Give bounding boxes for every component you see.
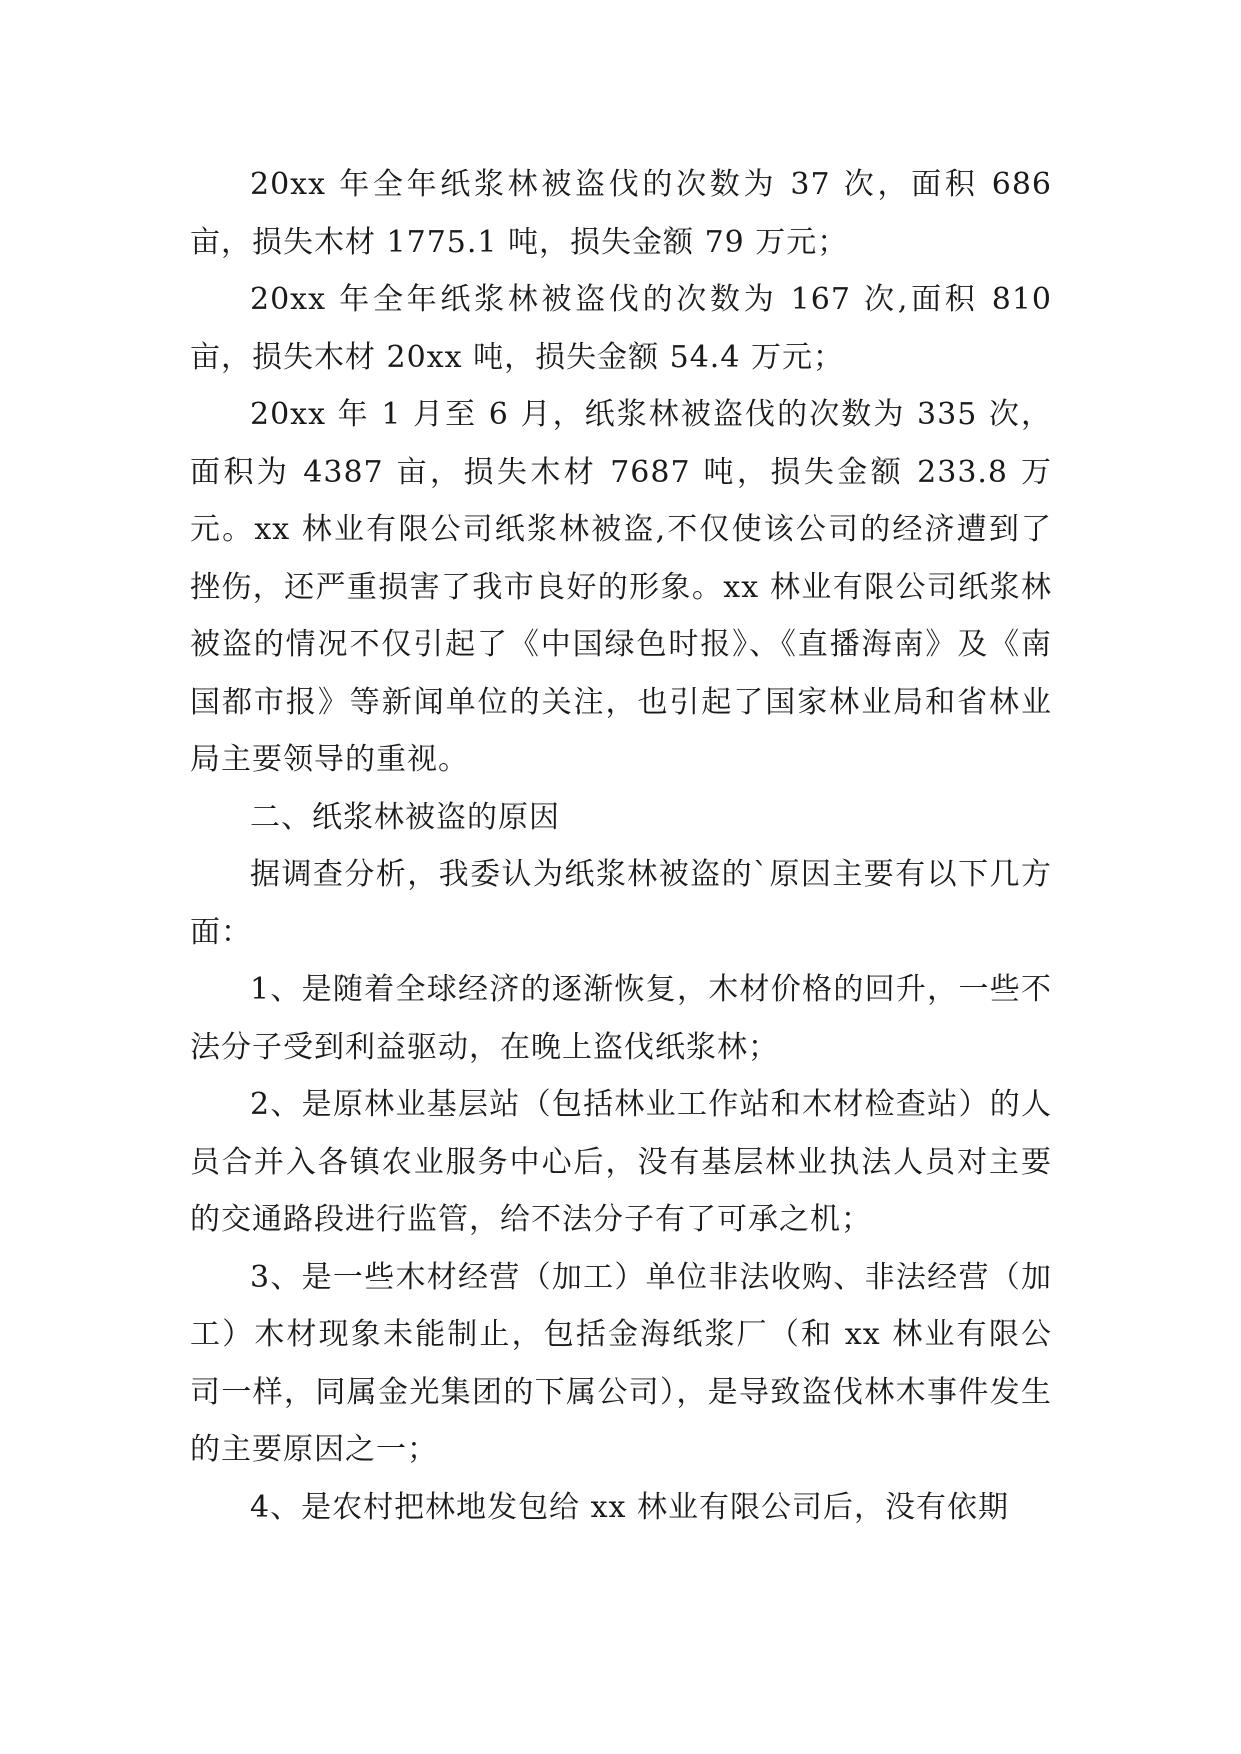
document-page (190, 156, 1052, 1536)
section-heading-causes: 二、纸浆林被盗的原因 (250, 799, 560, 835)
list-item-cause-4: 4、是农村把林地发包给 xx 林业有限公司后，没有依期 (250, 1489, 1009, 1525)
list-item-cause-2: 2、是原林业基层站（包括林业工作站和木材检查站）的人员合并入各镇农业服务中心后，没有基层林业执法人员对主要的交通路段进行监管，给不法分子有了可承之机； (190, 1087, 1052, 1237)
paragraph-2012-stats: 20xx 年全年纸浆林被盗伐的次数为 167 次,面积 810 亩，损失木材 20xx 吨，损失金额 54.4 万元； (190, 282, 1052, 375)
paragraph-analysis-intro: 据调查分析，我委认为纸浆林被盗的`原因主要有以下几方面： (190, 857, 1052, 950)
paragraph-2013-stats: 20xx 年 1 月至 6 月，纸浆林被盗伐的次数为 335 次，面积为 4387 亩，损失木材 7687 吨，损失金额 233.8 万元。xx 林业有限公司纸浆林被盗,不仅使该公司的经济遭到了挫伤，还严重损害了我市良好的形象。xx 林业有限公司纸浆林被盗的情况不仅引起了《中国绿色时报》、《直播海南》及《南国都市报》等新闻单位的关注，也引起了国家林业局和省林业局主要领导的重视。 (190, 397, 1052, 777)
list-item-cause-1: 1、是随着全球经济的逐渐恢复，木材价格的回升，一些不法分子受到利益驱动，在晚上盗伐纸浆林； (190, 972, 1052, 1065)
paragraph-2011-stats: 20xx 年全年纸浆林被盗伐的次数为 37 次，面积 686 亩，损失木材 1775.1 吨，损失金额 79 万元； (190, 167, 1052, 260)
list-item-cause-3: 3、是一些木材经营（加工）单位非法收购、非法经营（加工）木材现象未能制止，包括金海纸浆厂（和 xx 林业有限公司一样，同属金光集团的下属公司），是导致盗伐林木事件发生的主要原因之一； (190, 1259, 1052, 1467)
